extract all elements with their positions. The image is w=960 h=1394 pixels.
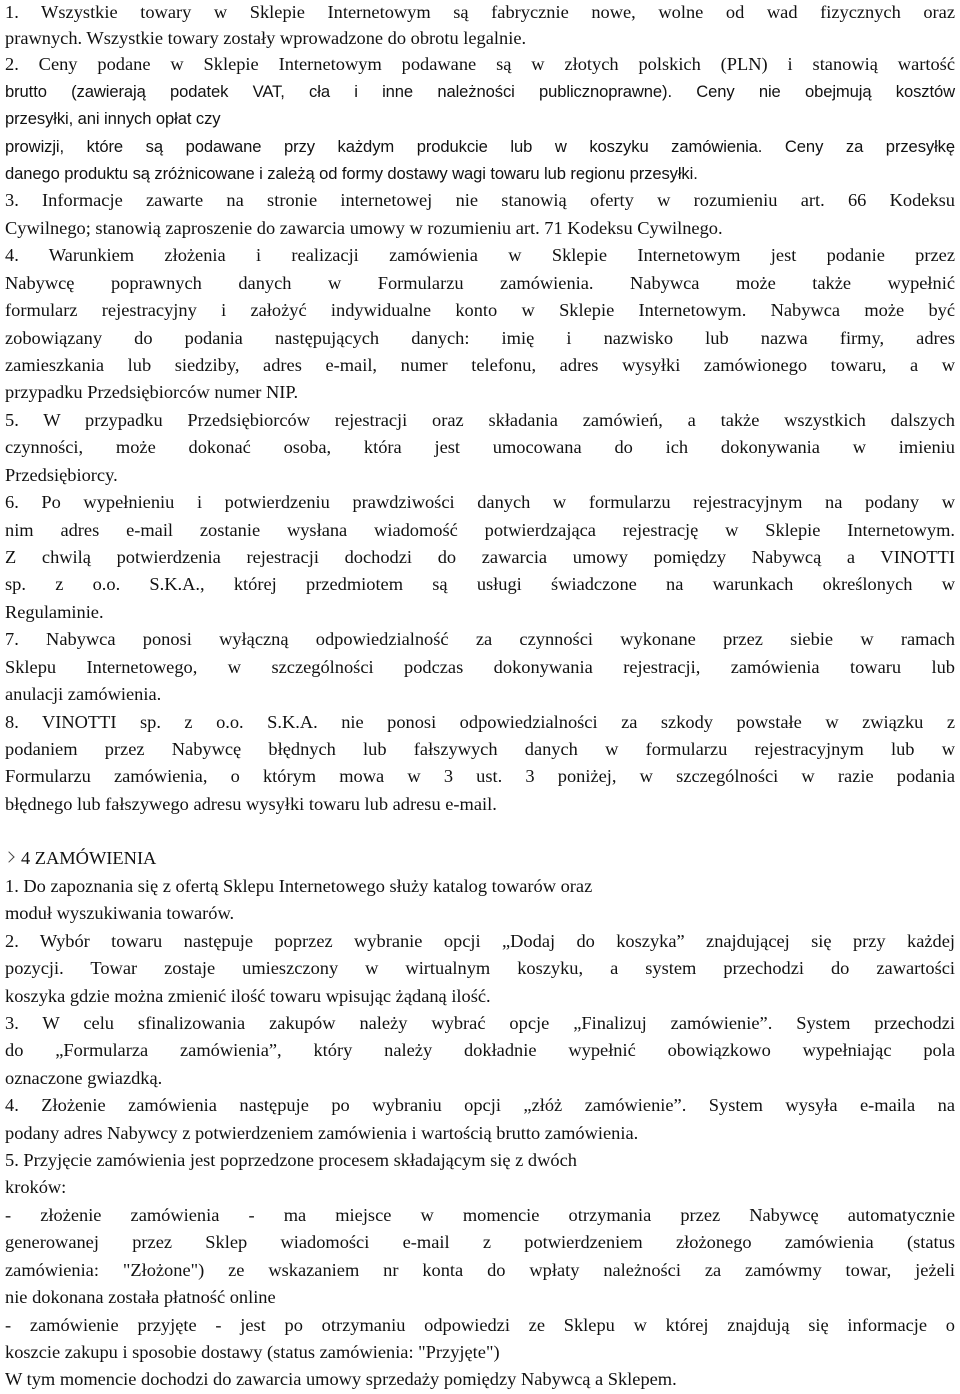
text-line: Cywilnego; stanowią zaproszenie do zawarcia umowy w rozumieniu art. 71 Kodeksu Cywilnego.: [5, 218, 723, 238]
section-heading: [5, 846, 955, 872]
text-line: - złożenie zamówienia - ma miejsce w momencie otrzymania przez Nabywcę automatycznie: [5, 1205, 955, 1225]
text-line: anulacji zamówienia.: [5, 684, 162, 704]
text-line: podaniem przez Nabywcę błędnych lub fałszywych danych w formularzu rejestracyjnym lub w: [5, 739, 955, 759]
text-line: 4. Złożenie zamówienia następuje po wybraniu opcji „złóż zamówienie”. System wysyła e-maila na: [5, 1095, 955, 1115]
text-line: 2. Ceny podane w Sklepie Internetowym podawane są w złotych polskich (PLN) i stanowią wartość: [5, 54, 955, 74]
text-line: formularz rejestracyjny i założyć indywidualne konto w Sklepie Internetowym. Nabywca może być: [5, 300, 955, 320]
text-line: do „Formularza zamówienia”, który należy dokładnie wypełnić obowiązkowo wypełniając pola: [5, 1040, 955, 1060]
text-line: zobowiązany do podania następujących danych: imię i nazwisko lub nazwa firmy, adres: [5, 328, 955, 348]
text-line: Sklepu Internetowego, w szczególności podczas dokonywania rejestracji, zamówienia towaru lub: [5, 657, 955, 677]
text-line: brutto (zawierają podatek VAT, cła i inne należności publicznoprawne). Ceny nie obejmują kosztów: [5, 82, 955, 101]
text-line: Przedsiębiorcy.: [5, 465, 118, 485]
text-line: 6. Po wypełnieniu i potwierdzeniu prawdziwości danych w formularzu rejestracyjnym na podany w: [5, 492, 955, 512]
text-line: koszcie zakupu i sposobie dostawy (status zamówienia: "Przyjęte"): [5, 1342, 500, 1362]
text-line: W tym momencie dochodzi do zawarcia umowy sprzedaży pomiędzy Nabywcą a Sklepem.: [5, 1369, 677, 1389]
text-line: - zamówienie przyjęte - jest po otrzymaniu odpowiedzi ze Sklepu w której znajdują się informacje o: [5, 1315, 955, 1335]
text-line: pozycji. Towar zostaje umieszczony w wirtualnym koszyku, a system przechodzi do zawartości: [5, 958, 955, 978]
section-title: 4 ZAMÓWIENIA: [21, 848, 157, 868]
text-line: prawnych. Wszystkie towary zostały wprowadzone do obrotu legalnie.: [5, 28, 527, 48]
text-line: Z chwilą potwierdzenia rejestracji dochodzi do zawarcia umowy pomiędzy Nabywcą a VINOTTI: [5, 547, 955, 567]
text-line: 7. Nabywca ponosi wyłączną odpowiedzialność za czynności wykonane przez siebie w ramach: [5, 629, 955, 649]
text-line: 5. W przypadku Przedsiębiorców rejestracji oraz składania zamówień, a także wszystkich dalszych: [5, 410, 955, 430]
text-line: czynności, może dokonać osoba, która jest umocowana do ich dokonywania w imieniu: [5, 437, 955, 457]
text-line: generowanej przez Sklep wiadomości e-mail z potwierdzeniem złożonego zamówienia (status: [5, 1232, 955, 1252]
text-line: 2. Wybór towaru następuje poprzez wybranie opcji „Dodaj do koszyka” znajdującej się przy każdej: [5, 931, 955, 951]
text-line: kroków:: [5, 1177, 67, 1197]
text-line: prowizji, które są podawane przy każdym produkcie lub w koszyku zamówienia. Ceny za przesyłkę: [5, 137, 955, 156]
text-line: Regulaminie.: [5, 602, 104, 622]
text-line: zamówienia: "Złożone") ze wskazaniem nr konta do wpłaty należności za zamówmy towar, jeżeli: [5, 1260, 955, 1280]
text-line: moduł wyszukiwania towarów.: [5, 903, 235, 923]
text-line: przesyłki, ani innych opłat czy: [5, 109, 221, 128]
text-line: nie dokonana została płatność online: [5, 1287, 276, 1307]
text-line: 3. Informacje zawarte na stronie internetowej nie stanowią oferty w rozumieniu art. 66 Kodeksu: [5, 190, 955, 210]
text-line: sp. z o.o. S.K.A., której przedmiotem są usługi świadczone na warunkach określonych w: [5, 574, 955, 594]
text-line: oznaczone gwiazdką.: [5, 1068, 163, 1088]
heading-marker-icon: [5, 846, 21, 872]
text-line: koszyka gdzie można zmienić ilość towaru wpisując żądaną ilość.: [5, 986, 491, 1006]
text-line: podany adres Nabywcy z potwierdzeniem zamówienia i wartością brutto zamówienia.: [5, 1123, 639, 1143]
text-line: 8. VINOTTI sp. z o.o. S.K.A. nie ponosi odpowiedzialności za szkody powstałe w związku z: [5, 712, 955, 732]
text-line: 4. Warunkiem złożenia i realizacji zamówienia w Sklepie Internetowym jest podanie przez: [5, 245, 955, 265]
text-line: nim adres e-mail zostanie wysłana wiadomość potwierdzająca rejestrację w Sklepie Internetowym.: [5, 520, 955, 540]
text-line: danego produktu są zróżnicowane i zależą od formy dostawy wagi towaru lub regionu przesyłki.: [5, 164, 698, 183]
text-line: błędnego lub fałszywego adresu wysyłki towaru lub adresu e-mail.: [5, 794, 497, 814]
text-line: 1. Wszystkie towary w Sklepie Internetowym są fabrycznie nowe, wolne od wad fizycznych oraz: [5, 2, 955, 22]
text-line: zamieszkania lub siedziby, adres e-mail, numer telefonu, adres wysyłki zamówionego towaru, a w: [5, 355, 955, 375]
text-line: przypadku Przedsiębiorców numer NIP.: [5, 382, 299, 402]
text-line: 1. Do zapoznania się z ofertą Sklepu Internetowego służy katalog towarów oraz: [5, 876, 593, 896]
text-line: 5. Przyjęcie zamówienia jest poprzedzone procesem składającym się z dwóch: [5, 1150, 577, 1170]
text-line: Formularzu zamówienia, o którym mowa w 3 ust. 3 poniżej, w szczególności w razie podania: [5, 766, 955, 786]
text-line: 3. W celu sfinalizowania zakupów należy wybrać opcje „Finalizuj zamówienie”. System przechodzi: [5, 1013, 955, 1033]
text-line: Nabywcę poprawnych danych w Formularzu zamówienia. Nabywca może także wypełnić: [5, 273, 955, 293]
